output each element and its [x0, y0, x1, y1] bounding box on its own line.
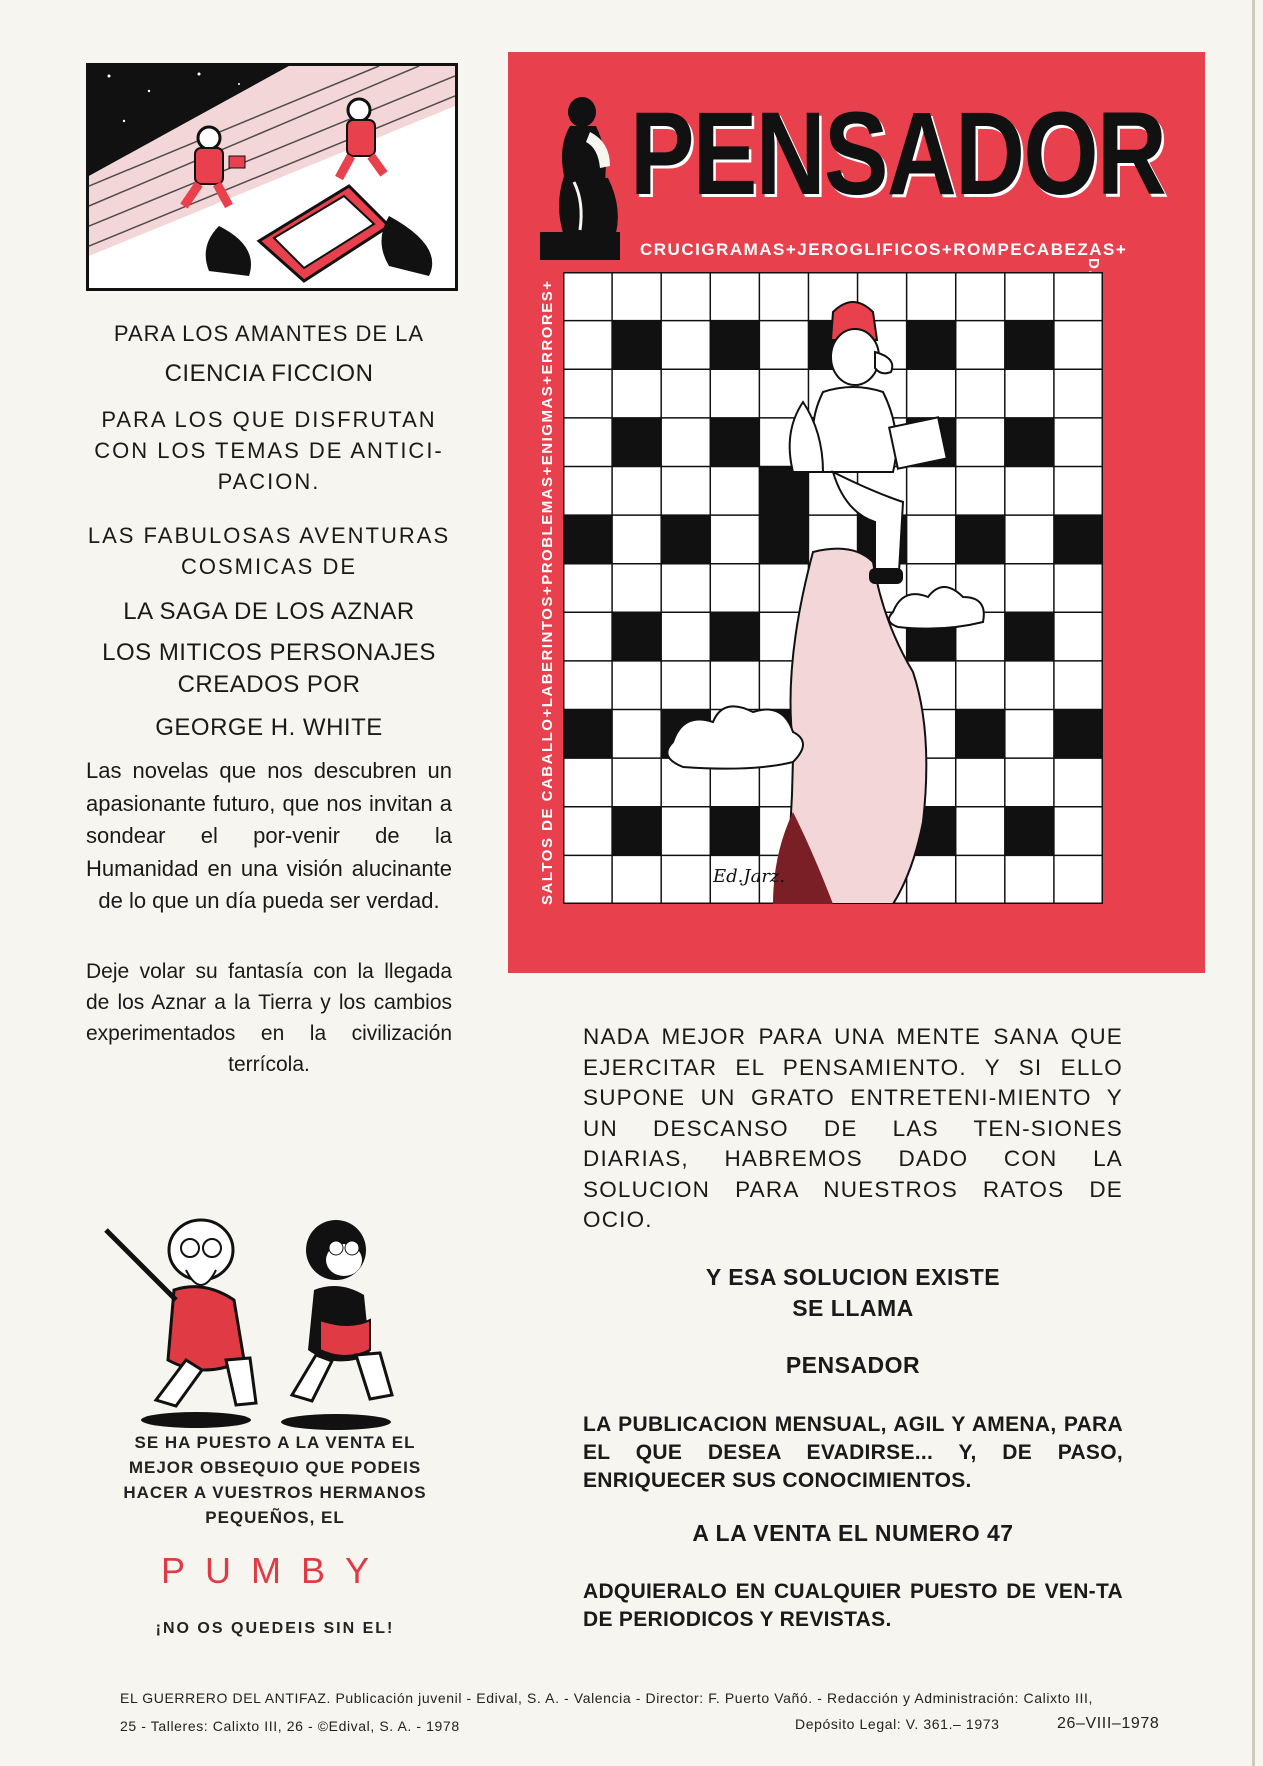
- grid-cell: [1005, 515, 1054, 564]
- grid-cell: [907, 369, 956, 418]
- grid-cell: [1054, 466, 1103, 515]
- grid-cell: [563, 758, 612, 807]
- old-man-character: [106, 1220, 256, 1406]
- right-paragraph-3: ADQUIERALO EN CUALQUIER PUESTO DE VEN-TA DE PERIODICOS Y REVISTAS.: [583, 1580, 1123, 1631]
- grid-cell: [956, 855, 1005, 904]
- grid-cell: [1005, 369, 1054, 418]
- grid-cell: [907, 272, 956, 321]
- grid-cell: [563, 661, 612, 710]
- grid-cell: [759, 321, 808, 370]
- grid-cell: [956, 369, 1005, 418]
- intro-line-6: LOS MITICOS PERSONAJES CREADOS POR: [102, 639, 436, 698]
- grid-cell: [612, 807, 661, 856]
- grid-cell: [1005, 758, 1054, 807]
- footer-line-1: EL GUERRERO DEL ANTIFAZ. Publicación juvenil - Edival, S. A. - Valencia - Director: F. Puerto Vañó. - Redacción y Administración: Calixto III,: [120, 1690, 1093, 1706]
- grid-cell: [1005, 612, 1054, 661]
- issue-date: 26–VIII–1978: [1057, 1715, 1160, 1732]
- grid-cell: [710, 369, 759, 418]
- grid-cell: [661, 612, 710, 661]
- grid-cell: [661, 564, 710, 613]
- grid-cell: [710, 272, 759, 321]
- intro-line-2: CIENCIA FICCION: [164, 360, 374, 387]
- saga-title: LA SAGA DE LOS AZNAR: [123, 598, 415, 625]
- grid-cell: [710, 661, 759, 710]
- grid-cell: [612, 564, 661, 613]
- intro-line-3: PARA LOS QUE DISFRUTAN CON LOS TEMAS DE ANTICI-PACION.: [94, 407, 444, 494]
- grid-cell: [710, 807, 759, 856]
- author-name: GEORGE H. WHITE: [155, 714, 383, 741]
- grid-cell: [612, 855, 661, 904]
- grid-cell: [710, 466, 759, 515]
- grid-cell: [612, 466, 661, 515]
- grid-cell: [956, 807, 1005, 856]
- solution-line-2: SE LLAMA: [792, 1295, 914, 1321]
- grid-cell: [661, 807, 710, 856]
- pumby-characters-illustration: [86, 1190, 458, 1430]
- grid-cell: [661, 855, 710, 904]
- grid-cell: [612, 710, 661, 759]
- grid-cell: [563, 515, 612, 564]
- grid-cell: [710, 612, 759, 661]
- grid-cell: [563, 321, 612, 370]
- grid-cell: [563, 710, 612, 759]
- grid-cell: [1054, 612, 1103, 661]
- grid-cell: [661, 418, 710, 467]
- grid-cell: [612, 418, 661, 467]
- grid-cell: [563, 466, 612, 515]
- grid-cell: [956, 321, 1005, 370]
- grid-cell: [907, 515, 956, 564]
- grid-cell: [563, 612, 612, 661]
- ad-title: PENSADOR: [630, 88, 1166, 220]
- grid-cell: [956, 710, 1005, 759]
- crossword-grid: [563, 272, 1103, 904]
- grid-cell: [1005, 661, 1054, 710]
- cat-character: [292, 1220, 392, 1401]
- grid-cell: [661, 515, 710, 564]
- pumby-name: PUMBY: [160, 1550, 390, 1591]
- grid-cell: [956, 466, 1005, 515]
- grid-cell: [1005, 564, 1054, 613]
- ad-subtitle: CRUCIGRAMAS+JEROGLIFICOS+ROMPECABEZAS+: [640, 240, 1128, 259]
- right-paragraph-2: LA PUBLICACION MENSUAL, AGIL Y AMENA, PARA EL QUE DESEA EVADIRSE... Y, DE PASO, ENRIQUECER SUS CONOCIMIENTOS.: [583, 1413, 1123, 1492]
- grid-cell: [759, 466, 808, 515]
- grid-cell: [1054, 855, 1103, 904]
- grid-cell: [1054, 710, 1103, 759]
- legal-deposit: Depósito Legal: V. 361.– 1973: [795, 1716, 1000, 1732]
- grid-cell: [1005, 418, 1054, 467]
- grid-cell: [1005, 466, 1054, 515]
- left-paragraph-1: Las novelas que nos descubren un apasionante futuro, que nos invitan a sondear el por-venir de la Humanidad en una visión alucinante de lo que un día pueda ser verdad.: [86, 758, 452, 913]
- grid-cell: [612, 321, 661, 370]
- grid-cell: [956, 661, 1005, 710]
- grid-cell: [759, 515, 808, 564]
- grid-cell: [563, 369, 612, 418]
- grid-cell: [710, 418, 759, 467]
- grid-cell: [612, 661, 661, 710]
- grid-cell: [661, 272, 710, 321]
- grid-cell: [1054, 321, 1103, 370]
- grid-cell: [612, 369, 661, 418]
- grid-cell: [563, 418, 612, 467]
- grid-cell: [907, 466, 956, 515]
- grid-cell: [563, 564, 612, 613]
- grid-cell: [1054, 515, 1103, 564]
- grid-cell: [956, 515, 1005, 564]
- solution-line-1: Y ESA SOLUCION EXISTE: [705, 1264, 1001, 1290]
- grid-cell: [907, 855, 956, 904]
- grid-cell: [956, 418, 1005, 467]
- intro-line-4: LAS FABULOSAS AVENTURAS COSMICAS DE: [87, 523, 451, 579]
- grid-cell: [1005, 855, 1054, 904]
- left-paragraph-2: Deje volar su fantasía con la llegada de los Aznar a la Tierra y los cambios experimentados en la civilización terrícola.: [86, 960, 452, 1076]
- grid-cell: [661, 661, 710, 710]
- grid-cell: [759, 272, 808, 321]
- grid-cell: [1054, 758, 1103, 807]
- grid-cell: [612, 612, 661, 661]
- grid-cell: [661, 466, 710, 515]
- thinker-statue-icon: [530, 92, 630, 262]
- grid-cell: [661, 321, 710, 370]
- grid-cell: [710, 321, 759, 370]
- intro-line-1: PARA LOS AMANTES DE LA: [113, 321, 425, 346]
- grid-cell: [563, 855, 612, 904]
- grid-cell: [1054, 807, 1103, 856]
- ad-side-text-left: SALTOS DE CABALLO+LABERINTOS+PROBLEMAS+ENIGMAS+ERRORES+: [539, 279, 556, 905]
- grid-cell: [710, 564, 759, 613]
- grid-cell: [956, 272, 1005, 321]
- grid-cell: [1005, 321, 1054, 370]
- artist-signature: Ed.Jarz.: [713, 866, 786, 887]
- grid-cell: [907, 321, 956, 370]
- issue-sale: A LA VENTA EL NUMERO 47: [692, 1520, 1014, 1546]
- grid-cell: [612, 272, 661, 321]
- grid-cell: [1005, 807, 1054, 856]
- solution-name: PENSADOR: [785, 1352, 921, 1378]
- footer-line-2: 25 - Talleres: Calixto III, 26 - ©Edival, S. A. - 1978: [120, 1718, 460, 1734]
- astronauts-illustration: [86, 63, 458, 291]
- page-edge: [1252, 0, 1255, 1766]
- grid-cell: [710, 515, 759, 564]
- right-paragraph-1: NADA MEJOR PARA UNA MENTE SANA QUE EJERCITAR EL PENSAMIENTO. Y SI ELLO SUPONE UN GRATO ENTRETENI-MIENTO Y UN DESCANSO DE LAS TEN-SIONES DIARIAS, HABREMOS DADO CON LA SOLUCION PARA NUESTROS RATOS DE OCIO.: [583, 1024, 1123, 1232]
- pumby-text: SE HA PUESTO A LA VENTA EL MEJOR OBSEQUIO QUE PODEIS HACER A VUESTROS HERMANOS PEQUEÑOS, EL: [123, 1433, 427, 1527]
- grid-cell: [661, 369, 710, 418]
- grid-cell: [563, 807, 612, 856]
- grid-cell: [612, 515, 661, 564]
- grid-cell: [612, 758, 661, 807]
- grid-cell: [1054, 661, 1103, 710]
- grid-cell: [1054, 369, 1103, 418]
- grid-cell: [1054, 418, 1103, 467]
- grid-cell: [956, 758, 1005, 807]
- grid-cell: [1005, 272, 1054, 321]
- grid-cell: [1054, 272, 1103, 321]
- grid-cell: [1005, 710, 1054, 759]
- pumby-tagline: ¡NO OS QUEDEIS SIN EL!: [155, 1620, 395, 1637]
- grid-cell: [563, 272, 612, 321]
- grid-cell: [1054, 564, 1103, 613]
